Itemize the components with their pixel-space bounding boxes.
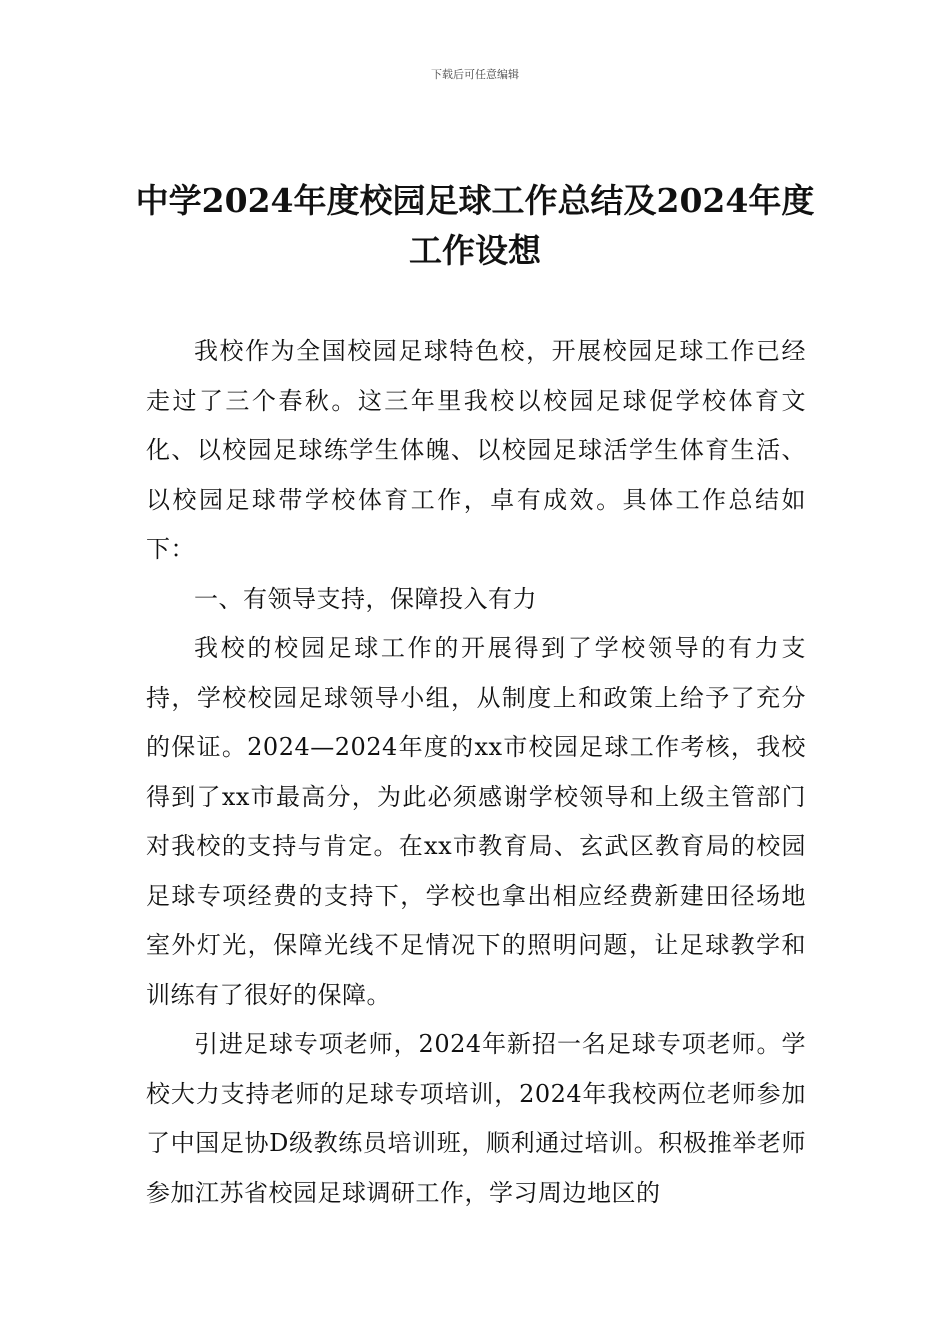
section-heading-1: 一、有领导支持，保障投入有力 bbox=[194, 584, 537, 613]
paragraph-intro: 我校作为全国校园足球特色校，开展校园足球工作已经走过了三个春秋。这三年里我校以校园足球促学校体育文化、以校园足球练学生体魄、以校园足球活学生体育生活、以校园足球带学校体育工作，卓有成效。具体工作总结如下： bbox=[146, 337, 806, 563]
page-header-note: 下载后可任意编辑 bbox=[431, 68, 519, 81]
document-body bbox=[146, 327, 806, 1218]
document-title: 中学2024年度校园足球工作总结及2024年度工作设想 bbox=[135, 181, 815, 270]
paragraph-leadership-support: 我校的校园足球工作的开展得到了学校领导的有力支持，学校校园足球领导小组，从制度上和政策上给予了充分的保证。2024—2024年度的xx市校园足球工作考核，我校得到了xx市最高分，为此必须感谢学校领导和上级主管部门对我校的支持与肯定。在xx市教育局、玄武区教育局的校园足球专项经费的支持下，学校也拿出相应经费新建田径场地室外灯光，保障光线不足情况下的照明问题，让足球教学和训练有了很好的保障。 bbox=[146, 634, 806, 1009]
paragraph-teachers: 引进足球专项老师，2024年新招一名足球专项老师。学校大力支持老师的足球专项培训，2024年我校两位老师参加了中国足协D级教练员培训班，顺利通过培训。积极推举老师参加江苏省校园足球调研工作，学习周边地区的 bbox=[146, 1030, 806, 1207]
